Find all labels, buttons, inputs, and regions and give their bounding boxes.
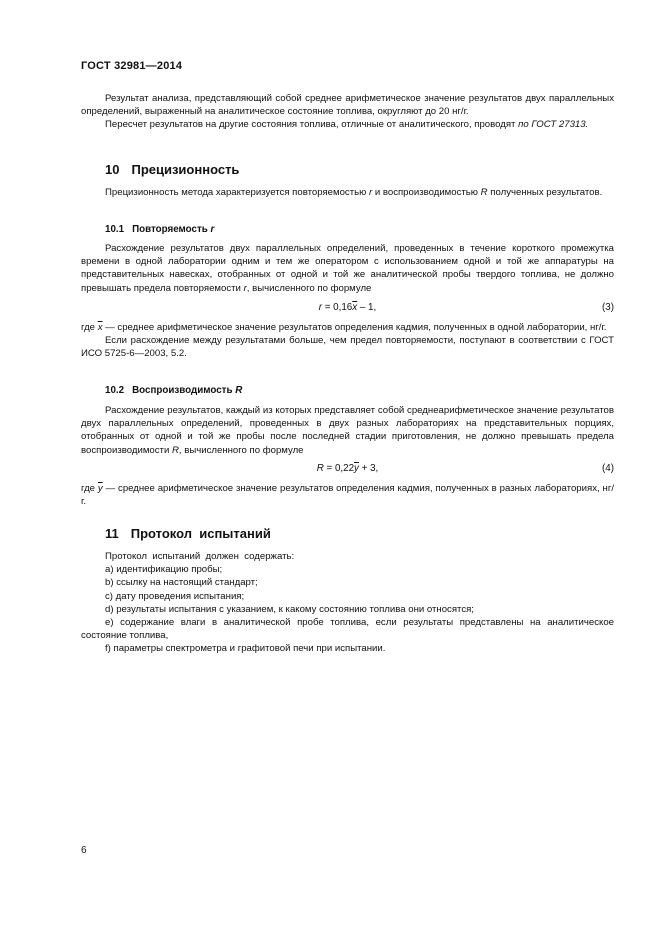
reproducibility-paragraph (81, 404, 614, 457)
list-item: e) содержание влаги в аналитической пробе топлива, если результаты представлены на аналитическое состояние топлива, (81, 617, 614, 642)
subsection-number: 10.2 (105, 385, 125, 396)
formula-variable: $\overline{y}$ (354, 463, 359, 474)
repeatability-paragraph (81, 242, 614, 295)
formula-4-legend (81, 482, 614, 508)
symbol-R: R (171, 444, 179, 456)
subsection-title: Воспроизводимость (132, 385, 233, 396)
standard-header: ГОСТ 32981—2014 (81, 60, 183, 72)
repeatability-exceed-paragraph: Если расхождение между результатами больше, чем предел повторяемости, поступают в соответствии с ГОСТ ИСО 5725-6—2003, 5.2. (81, 335, 614, 360)
subsection-10-1-body (81, 242, 614, 295)
formula-4-expression (81, 463, 614, 474)
symbol-r: r (243, 282, 247, 294)
text-span: и воспроизводимостью (374, 187, 478, 198)
intro-paragraph-2 (81, 118, 614, 131)
section-10-body (81, 186, 614, 199)
formula-rhs: – 1, (357, 302, 377, 313)
formula-lhs: r (318, 302, 323, 313)
subsection-10-1-heading (105, 224, 214, 235)
list-item: b) ссылку на настоящий стандарт; (105, 577, 258, 589)
formula-rhs: + 3, (358, 463, 379, 474)
formula-coefficient: = 0,22 (323, 463, 355, 474)
list-item: d) результаты испытания с указанием, к какому состоянию топлива они относятся; (105, 603, 474, 615)
list-item: c) дату проведения испытания; (105, 590, 245, 602)
where-description: — среднее арифметическое значение результатов определения кадмия, полученных в разных лабораториях, нг/г. (81, 483, 614, 508)
intro-paragraph-2-text: Пересчет результатов на другие состояния топлива, отличные от аналитического, проводят (105, 119, 516, 131)
text-span: , вычисленного по формуле (246, 282, 372, 294)
text-span: Расхождение результатов двух параллельных определений, проведенных в течение короткого промежутка времени в одной лаборатории одним и тем же оператором с использованием одной и той же аппаратуры на представительных навесках, отобранных от одной и той же аналитической пробы твердого топлива, не должно превышать предела повторяемости (81, 243, 614, 294)
subsection-symbol: r (210, 224, 215, 235)
subsection-number: 10.1 (105, 224, 125, 235)
subsection-10-2-heading (105, 385, 242, 396)
section-10-title: Прецизионность (131, 162, 240, 177)
where-variable: $\overline{y}$ (97, 483, 103, 494)
formula-3-number: (3) (602, 302, 614, 313)
formula-3-legend (81, 321, 614, 361)
intro-block (81, 92, 614, 132)
gost-reference: по ГОСТ 27313. (518, 119, 589, 131)
section-10-heading (105, 162, 239, 177)
formula-3 (81, 302, 614, 316)
subsection-symbol: R (235, 385, 243, 396)
where-variable: $\overline{x}$ (97, 322, 103, 333)
protocol-lead: Протокол испытаний должен содержать: (105, 551, 295, 562)
text-span: , вычисленного по формуле (178, 444, 304, 456)
list-item: f) параметры спектрометра и графитовой печи при испытании. (105, 643, 386, 655)
formula-3-legend-text (81, 321, 614, 334)
section-11-heading (105, 526, 271, 541)
formula-4 (81, 463, 614, 477)
subsection-10-2-body (81, 404, 614, 457)
where-label: где (81, 483, 96, 494)
where-description: — среднее арифметическое значение результатов определения кадмия, полученных в одной лаборатории, нг/г. (105, 322, 607, 333)
section-10-paragraph (81, 186, 614, 199)
formula-3-expression (81, 302, 614, 313)
text-span: Прецизионность метода характеризуется повторяемостью (105, 187, 367, 198)
section-11-title: Протокол испытаний (130, 526, 271, 541)
subsection-title: Повторяемость (132, 224, 208, 235)
formula-variable: $\overline{x}$ (352, 302, 358, 313)
protocol-list (81, 550, 614, 656)
list-item: а) идентификацию пробы; (105, 564, 223, 576)
text-span: Расхождение результатов, каждый из которых представляет собой среднеарифметическое значение результатов двух параллельных определений, проведенных в двух разных лабораториях на представительных порциях, отобранных от одной и той же пробы после последней стадии приготовления, не должно превышать предела воспроизводимости (81, 405, 614, 456)
symbol-r: r (368, 187, 373, 198)
text-span: полученных результатов. (490, 187, 603, 198)
intro-paragraph-1: Результат анализа, представляющий собой среднее арифметическое значение результатов двух параллельных определений, выраженный на аналитическое состояние топлива, округляют до 20 нг/г. (81, 93, 614, 118)
symbol-R: R (480, 187, 488, 198)
section-11-number: 11 (105, 526, 119, 541)
page-number: 6 (81, 845, 87, 856)
where-label: где (81, 322, 96, 333)
formula-4-number: (4) (602, 463, 614, 474)
formula-lhs: R (316, 463, 324, 474)
formula-coefficient: = 0,16 (322, 302, 353, 313)
formula-4-legend-text (81, 482, 614, 508)
section-10-number: 10 (105, 162, 120, 177)
